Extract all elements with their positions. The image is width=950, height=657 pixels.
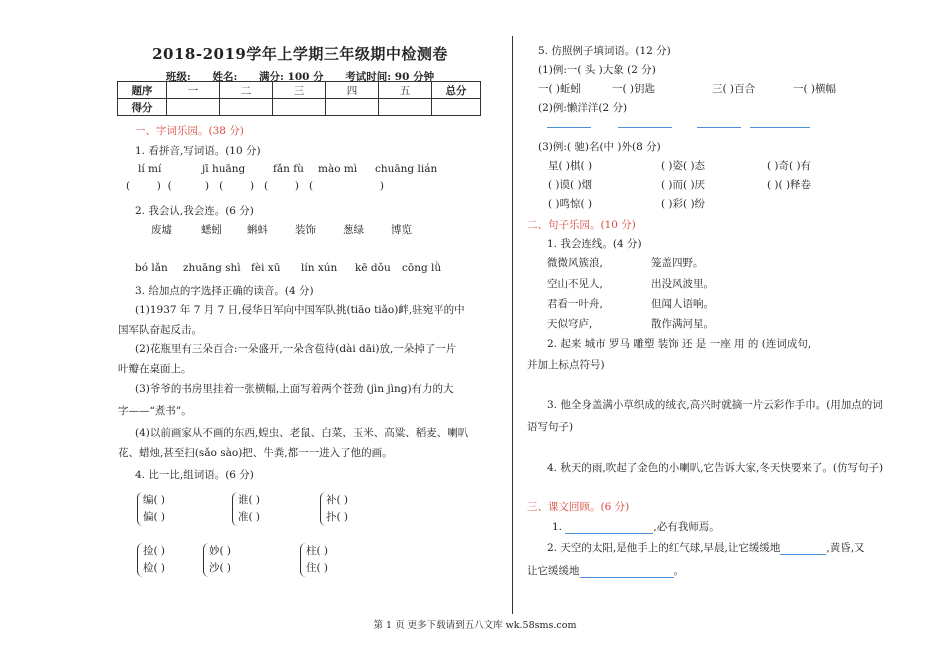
question-line: (3)爷爷的书房里挂着一张横幅,上面写着两个苍劲 (jìn jìng)有力的大 [135,383,454,395]
pinyin-item: kē dǒu [355,262,391,274]
fill-item[interactable]: ( )谟( )烟 [548,179,593,191]
pinyin-item: fèi xū [251,262,281,274]
name-label: 姓名: [212,71,238,83]
word-item: 葱绿 [343,224,364,236]
fill-item[interactable]: ( )彩( )纷 [661,198,706,210]
table-cell[interactable] [167,99,220,116]
match-right[interactable]: 但闻人语响。 [651,298,714,310]
answer-line[interactable] [697,127,741,128]
table-cell[interactable] [273,99,326,116]
match-left[interactable]: 天似穹庐, [547,318,593,330]
score-table [117,81,481,116]
table-cell: 二 [220,82,273,99]
word-item: 蟋蚓 [201,224,222,236]
time-label: 考试时间: 90 分钟 [345,71,435,83]
fill-item[interactable]: 一( )钥匙 [612,83,656,95]
pinyin-item: lín xún [301,262,338,274]
compare-item[interactable]: 妙( ) [209,545,232,557]
question: 2. 我会认,我会连。(6 分) [135,205,254,217]
match-right[interactable]: 出没风波里。 [651,278,714,290]
question-line: (1)例:一( 头 )大象 (2 分) [538,64,656,76]
score-label: 满分: 100 分 [259,71,324,83]
question: 1. 我会连线。(4 分) [547,238,642,250]
question-line: (2)花瓶里有三朵百合:一朵盛开,一朵含苞待(dài dāi)放,一朵掉了一片 [135,343,457,355]
page-footer: 第 1 页 更多下载请到五八文库 wk.58sms.com [373,620,577,631]
compare-item[interactable]: 偏( ) [143,511,166,523]
answer-line[interactable] [750,127,810,128]
question-line: 并加上标点符号) [527,359,605,371]
section-heading: 二、句子乐园。(10 分) [527,219,636,231]
fill-item[interactable]: 一( )横幅 [793,83,837,95]
pinyin-item: lí mí [138,163,162,175]
compare-item[interactable]: 沙( ) [209,562,232,574]
fill-item[interactable]: 一( )蚯蚓 [538,83,582,95]
recall-line [547,540,865,555]
pinyin-item: cōng lǜ [402,262,442,274]
match-left[interactable]: 君看一叶舟, [547,298,603,310]
class-label: 班级: [165,71,191,83]
table-cell[interactable] [379,99,432,116]
pinyin-item: zhuāng shì [183,262,241,274]
word-item: 废墟 [151,224,172,236]
answer-blank[interactable] [580,577,674,578]
recall-tail: ,黄昏,又 [826,542,865,554]
table-cell: 题序 [118,82,167,99]
match-left[interactable]: 微微风簇浪, [547,257,603,269]
pinyin-item: fǎn fù [273,163,304,175]
compare-item[interactable]: 谁( ) [238,494,261,506]
fill-item[interactable]: ( )姿( )态 [661,160,706,172]
section-heading: 三、课文回顾。(6 分) [527,501,630,513]
compare-item[interactable]: 准( ) [238,511,261,523]
compare-item[interactable]: 住( ) [306,562,329,574]
answer-blanks[interactable]: ( ) ( ) ( ) ( ) ( ) [126,180,384,192]
compare-item[interactable]: 补( ) [326,494,349,506]
question: 5. 仿照例子填词语。(12 分) [538,45,671,57]
section-heading: 一、字词乐园。(38 分) [135,125,244,137]
question-line: 国军队奋起反击。 [118,324,202,336]
match-left[interactable]: 空山不见人, [547,278,603,290]
page-title: 2018-2019学年上学期三年级期中检测卷 [152,45,448,63]
pinyin-item: jī huāng [202,163,246,175]
table-cell: 总分 [432,82,481,99]
compare-item[interactable]: 柱( ) [306,545,329,557]
question-line: 叶瓣在桌面上。 [118,363,192,375]
answer-blank[interactable] [565,533,653,534]
question-line: 字——“煮书”。 [118,405,192,417]
recall-line [527,563,684,578]
recall-line [552,519,720,534]
question: 3. 给加点的字选择正确的读音。(4 分) [135,285,314,297]
pinyin-item: mào mì [318,163,358,175]
recall-text: 2. 天空的太阳,是他手上的红气球,早晨,让它缓缓地 [547,542,781,554]
compare-item[interactable]: 检( ) [143,562,166,574]
recall-tail: 。 [673,565,684,577]
fill-item[interactable]: ( )奇( )有 [767,160,812,172]
match-right[interactable]: 笼盖四野。 [651,257,704,269]
answer-line[interactable] [618,127,672,128]
fill-item[interactable]: 星( )棋( ) [548,160,593,172]
number-label: 1. [552,521,563,533]
table-cell[interactable] [220,99,273,116]
pinyin-item: chuāng lián [375,163,438,175]
question-line: 语写句子) [527,421,574,433]
table-cell: 得分 [118,99,167,116]
fill-item[interactable]: 三( )百合 [712,83,756,95]
question-line: (4)以前画家从不画的东西,蝗虫、老鼠、白菜、玉米、高粱、稻麦、喇叭 [135,427,469,439]
question: 1. 看拼音,写词语。(10 分) [135,145,261,157]
compare-item[interactable]: 扑( ) [326,511,349,523]
word-item: 蝌蚪 [247,224,268,236]
column-divider [512,36,513,614]
recall-text: 让它缓缓地 [527,565,580,577]
pinyin-item: bó lǎn [135,262,168,274]
question-line: 3. 他全身盖满小草织成的绒衣,高兴时就摘一片云彩作手巾。(用加点的词 [547,399,883,411]
question-line: 4. 秋天的雨,吹起了金色的小喇叭,它告诉大家,冬天快要来了。(仿写句子) [547,462,884,474]
answer-line[interactable] [547,127,591,128]
question-line: (2)例:懒洋洋(2 分) [538,102,628,114]
fill-item[interactable]: ( )而( )厌 [661,179,706,191]
compare-item[interactable]: 编( ) [143,494,166,506]
question-line: 花、蜡烛,甚至扫(sǎo sào)把、牛粪,都一一进入了他的画。 [118,447,393,459]
fill-item[interactable]: ( )鸣惊( ) [548,198,593,210]
compare-item[interactable]: 捡( ) [143,545,166,557]
question-line: (1)1937 年 7 月 7 日,侵华日军向中国军队挑(tiāo tiǎo)衅,驻宛平的中 [135,304,465,316]
word-item: 装饰 [295,224,316,236]
table-cell: 三 [273,82,326,99]
fill-item[interactable]: ( )( )释卷 [767,179,812,191]
table-cell[interactable] [326,99,379,116]
question: 4. 比一比,组词语。(6 分) [135,469,254,481]
answer-blank[interactable] [780,554,826,555]
question-line: 2. 起来 城市 罗马 雕塑 装饰 还 是 一座 用 的 (连词成句, [547,338,812,350]
question-line: (3)例:( 驰)名(中 )外(8 分) [538,141,661,153]
word-item: 博览 [391,224,412,236]
recall-tail: ,必有我师焉。 [653,521,720,533]
table-cell: 一 [167,82,220,99]
match-right[interactable]: 散作满河星。 [651,318,714,330]
table-cell[interactable] [432,99,481,116]
table-cell: 五 [379,82,432,99]
table-cell: 四 [326,82,379,99]
